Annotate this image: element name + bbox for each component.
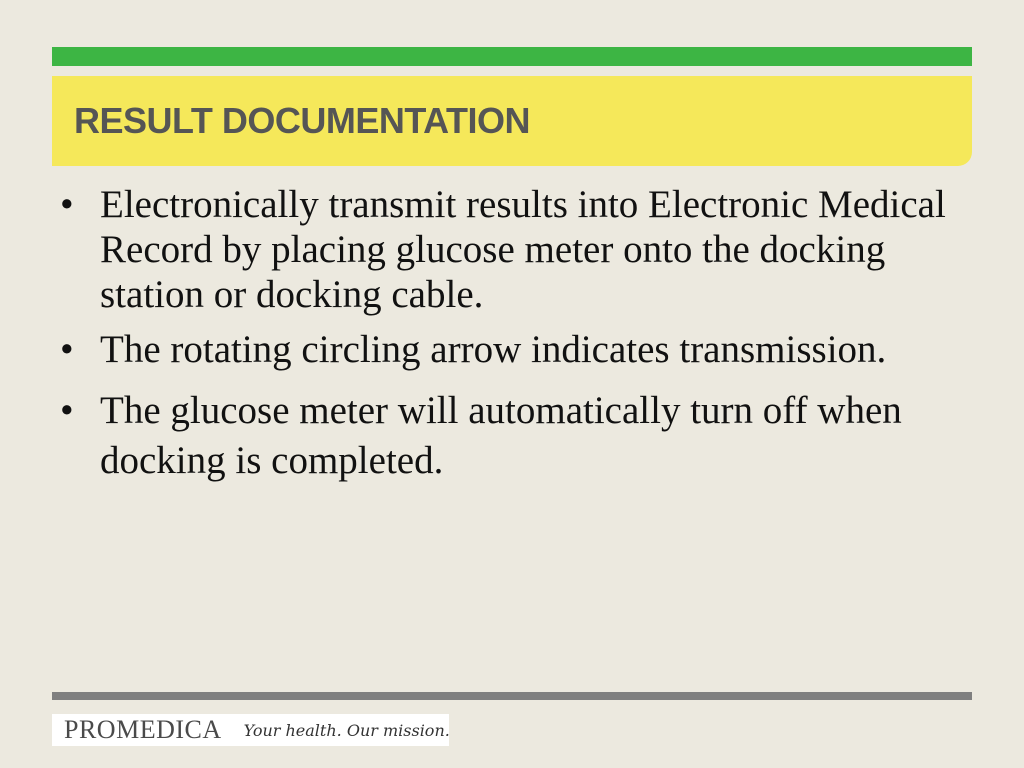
footer-logo (52, 714, 449, 746)
bullet-text: The glucose meter will automatically turn off when docking is completed. (100, 389, 902, 482)
bullet-marker: • (60, 328, 74, 371)
top-green-bar (52, 47, 972, 66)
brand-name: PROMEDICA (64, 715, 222, 744)
bullet-marker: • (60, 389, 74, 432)
brand-tagline: Your health. Our mission. (243, 720, 450, 740)
footer-divider-bar (52, 692, 972, 700)
bullet-marker: • (60, 183, 74, 226)
title-band (52, 76, 972, 166)
bullet-text: Electronically transmit results into Electronic Medical Record by placing glucose meter onto the docking station or docking cable. (100, 183, 946, 316)
bullet-item (58, 386, 978, 486)
bullet-item (58, 182, 978, 317)
slide-title: RESULT DOCUMENTATION (74, 100, 530, 141)
bullet-list (58, 182, 978, 486)
bullet-text: The rotating circling arrow indicates transmission. (100, 328, 887, 371)
bullet-item (58, 327, 978, 372)
